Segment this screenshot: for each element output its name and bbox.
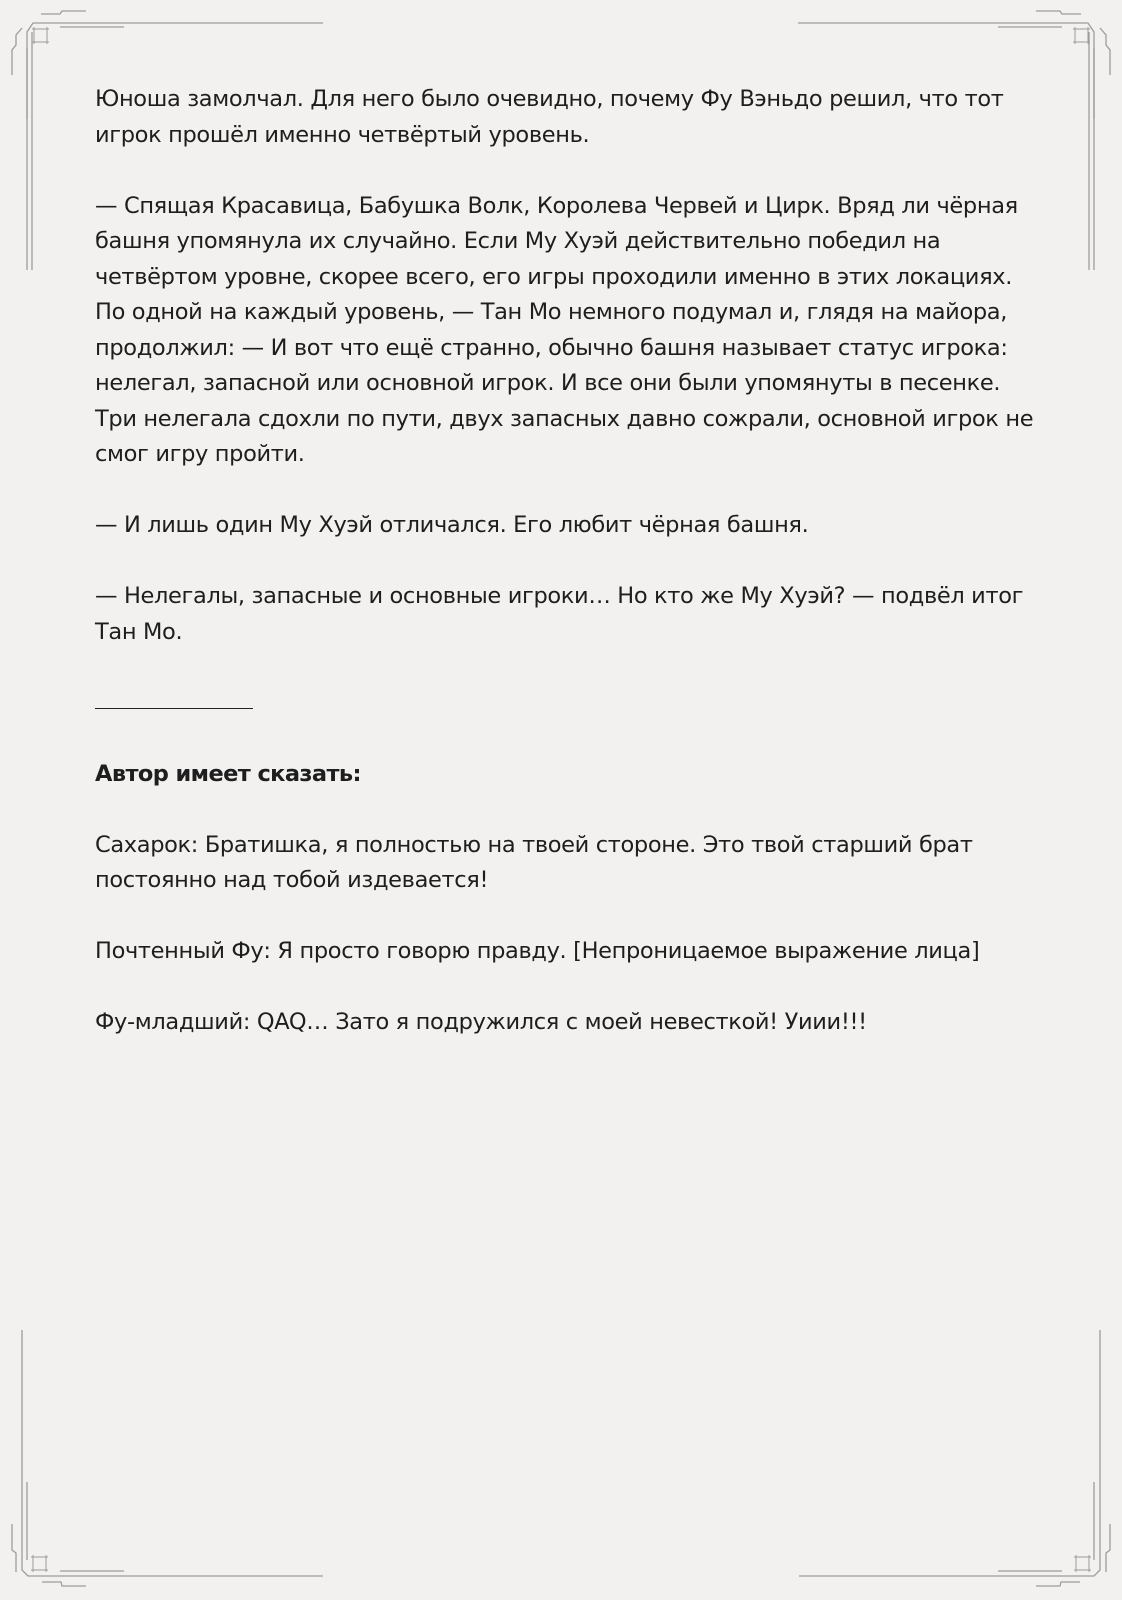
- separator-rule: [95, 708, 253, 709]
- story-paragraph: — И лишь один Му Хуэй отличался. Его любит чёрная башня.: [95, 512, 809, 538]
- author-note-line: Фу-младший: QAQ… Зато я подружился с моей невесткой! Уиии!!!: [95, 1009, 867, 1035]
- frame-corner-bottom-right: [799, 1330, 1110, 1586]
- frame-corner-bottom-left: [12, 1330, 323, 1586]
- story-paragraph: — Нелегалы, запасные и основные игроки… Но кто же Му Хуэй? — подвёл итог Тан Мо.: [95, 583, 1024, 645]
- author-note-heading: Автор имеет сказать:: [95, 760, 361, 787]
- author-note-line: Почтенный Фу: Я просто говорю правду. [Непроницаемое выражение лица]: [95, 938, 980, 964]
- author-note-line: Сахарок: Братишка, я полностью на твоей стороне. Это твой старший брат постоянно над тобой издевается!: [95, 831, 973, 893]
- chapter-text: [95, 82, 1035, 1076]
- section-separator: [95, 686, 1035, 722]
- story-paragraph: Юноша замолчал. Для него было очевидно, почему Фу Вэньдо решил, что тот игрок прошёл именно четвёртый уровень.: [95, 86, 1004, 148]
- story-paragraph: — Спящая Красавица, Бабушка Волк, Королева Червей и Цирк. Вряд ли чёрная башня упомянула их случайно. Если Му Хуэй действительно победил на четвёртом уровне, скорее всего, его игры проходили именно в этих локациях. По одной на каждый уровень, — Тан Мо немного подумал и, глядя на майора, продолжил: — И вот что ещё странно, обычно башня называет статус игрока: нелегал, запасной или основной игрок. И все они были упомянуты в песенке. Три нелегала сдохли по пути, двух запасных давно сожрали, основной игрок не смог игру пройти.: [95, 192, 1034, 467]
- separator-line: [95, 686, 97, 687]
